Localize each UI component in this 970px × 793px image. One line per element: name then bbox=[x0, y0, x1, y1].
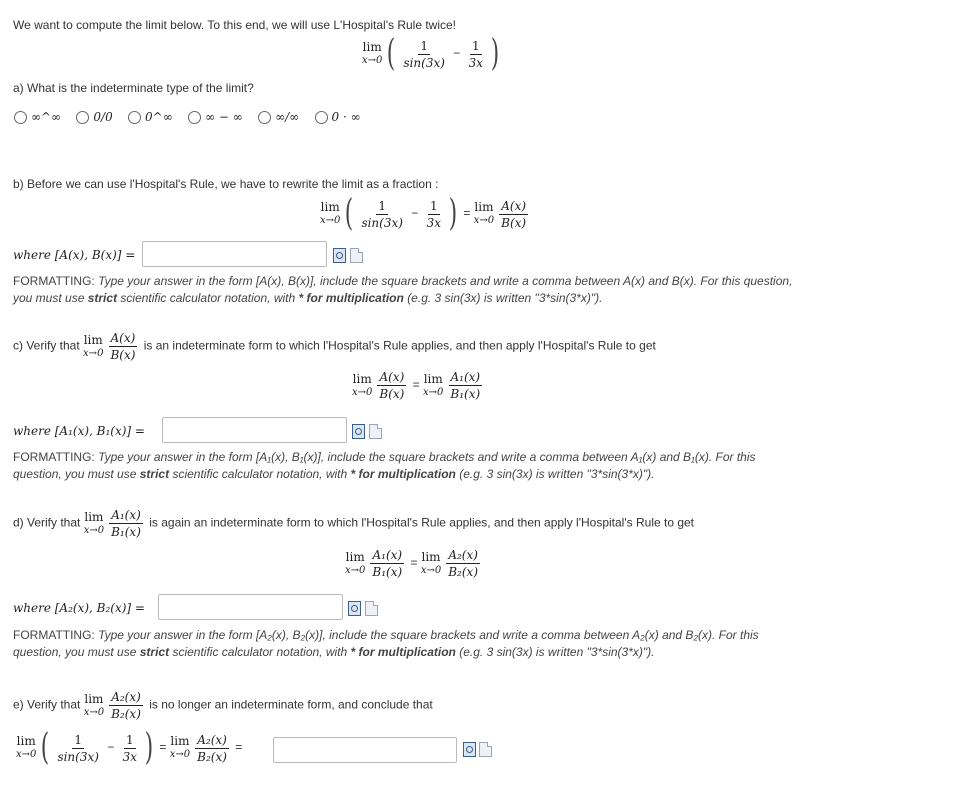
radio[interactable] bbox=[258, 111, 271, 124]
option-zero-pow-inf[interactable]: 0^∞ bbox=[128, 110, 173, 124]
option-zero-times-inf[interactable]: 0 · ∞ bbox=[315, 110, 361, 124]
option-inf-minus-inf[interactable]: ∞ − ∞ bbox=[188, 110, 243, 124]
intro-text: We want to compute the limit below. To this end, we will use L'Hospital's Rule twice! bbox=[13, 18, 457, 32]
preview-icon[interactable] bbox=[463, 742, 476, 757]
part-a-question: a) What is the indeterminate type of the limit? bbox=[13, 81, 254, 95]
option-zero-over-zero[interactable]: 0/0 bbox=[76, 110, 112, 124]
part-d-formatting: FORMATTING: Type your answer in the form [A₂(x), B₂(x)], include the square brackets and write a comma between A₂(x) and B₂(x). For this bbox=[13, 628, 759, 642]
part-d-answer-input[interactable] bbox=[158, 594, 343, 620]
main-limit: lim x→0 ( $\frac{1}{\sin(3x)}$ − $\frac{1}{3x}$ ) bbox=[362, 33, 500, 74]
radio[interactable] bbox=[188, 111, 201, 124]
part-b-question: b) Before we can use l'Hospital's Rule, we have to rewrite the limit as a fraction : bbox=[13, 177, 439, 191]
help-icon[interactable] bbox=[369, 424, 382, 439]
part-c-answer-input[interactable] bbox=[162, 417, 347, 443]
part-d-equation: lim x→0 $\frac{\text{A₁(x)}}{\text{B₁(x)}}$ = lim x→0 $\frac{\text{A₂(x)}}{\text{B₂(x)}}$ bbox=[345, 548, 478, 579]
part-c-where: where [A₁(x), B₁(x)] = bbox=[13, 424, 145, 438]
part-c-equation: lim x→0 $\frac{A(x)}{B(x)}$ = lim x→0 $\frac{\text{A₁(x)}}{\text{B₁(x)}}$ bbox=[352, 370, 481, 401]
help-icon[interactable] bbox=[479, 742, 492, 757]
preview-icon[interactable] bbox=[333, 248, 346, 263]
part-d-question: d) Verify that lim x→0 $\frac{\text{A₁(x)}}{\text{B₁(x)}}$ is again an indeterminate form to which l'Hospital's Rule applies, and then apply l'Hospital's Rule to get bbox=[13, 508, 695, 539]
radio[interactable] bbox=[76, 111, 89, 124]
help-icon[interactable] bbox=[350, 248, 363, 263]
part-c-formatting-2: question, you must use strict scientific calculator notation, with * for multiplication (e.g. 3 sin(3x) is written "3*sin(3*x)"). bbox=[13, 467, 655, 481]
preview-icon[interactable] bbox=[352, 424, 365, 439]
part-b-where: where [A(x), B(x)] = bbox=[13, 248, 136, 262]
part-b-equation: lim x→0 ( $\frac{1}{\sin(3x)}$ − $\frac{1}{3x}$ ) = lim x→0 $\frac{A(x)}{B(x)}$ bbox=[320, 193, 527, 234]
radio[interactable] bbox=[128, 111, 141, 124]
part-e-answer-input[interactable] bbox=[273, 737, 457, 763]
part-c-question: c) Verify that lim x→0 $\frac{A(x)}{B(x)}$ is an indeterminate form to which l'Hospital's Rule applies, and then apply l'Hospital's Rule to get bbox=[13, 331, 656, 362]
part-a-options bbox=[14, 110, 373, 127]
radio[interactable] bbox=[14, 111, 27, 124]
part-b-answer-input[interactable] bbox=[142, 241, 327, 267]
preview-icon[interactable] bbox=[348, 601, 361, 616]
part-e-equation: lim x→0 ( $\frac{1}{\sin(3x)}$ − $\frac{1}{3x}$ ) = lim x→0 $\frac{\text{A₂(x)}}{\text{B₂(x)}}$ = bbox=[16, 727, 243, 768]
help-icon[interactable] bbox=[365, 601, 378, 616]
part-c-formatting: FORMATTING: Type your answer in the form [A₁(x), B₁(x)], include the square brackets and write a comma between A₁(x) and B₁(x). For this bbox=[13, 450, 756, 464]
part-e-question: e) Verify that lim x→0 $\frac{\text{A₂(x)}}{\text{B₂(x)}}$ is no longer an indeterminate form, and conclude that bbox=[13, 690, 433, 721]
radio[interactable] bbox=[315, 111, 328, 124]
part-b-formatting: FORMATTING: Type your answer in the form [A(x), B(x)], include the square brackets and write a comma between A(x) and B(x). For this question, bbox=[13, 274, 793, 288]
option-inf-pow-inf[interactable]: ∞^∞ bbox=[14, 110, 61, 124]
part-b-formatting-2: you must use strict scientific calculator notation, with * for multiplication (e.g. 3 sin(3x) is written "3*sin(3*x)"). bbox=[13, 291, 603, 305]
part-d-formatting-2: question, you must use strict scientific calculator notation, with * for multiplication (e.g. 3 sin(3x) is written "3*sin(3*x)"). bbox=[13, 645, 655, 659]
part-d-where: where [A₂(x), B₂(x)] = bbox=[13, 601, 145, 615]
option-inf-over-inf[interactable]: ∞/∞ bbox=[258, 110, 299, 124]
